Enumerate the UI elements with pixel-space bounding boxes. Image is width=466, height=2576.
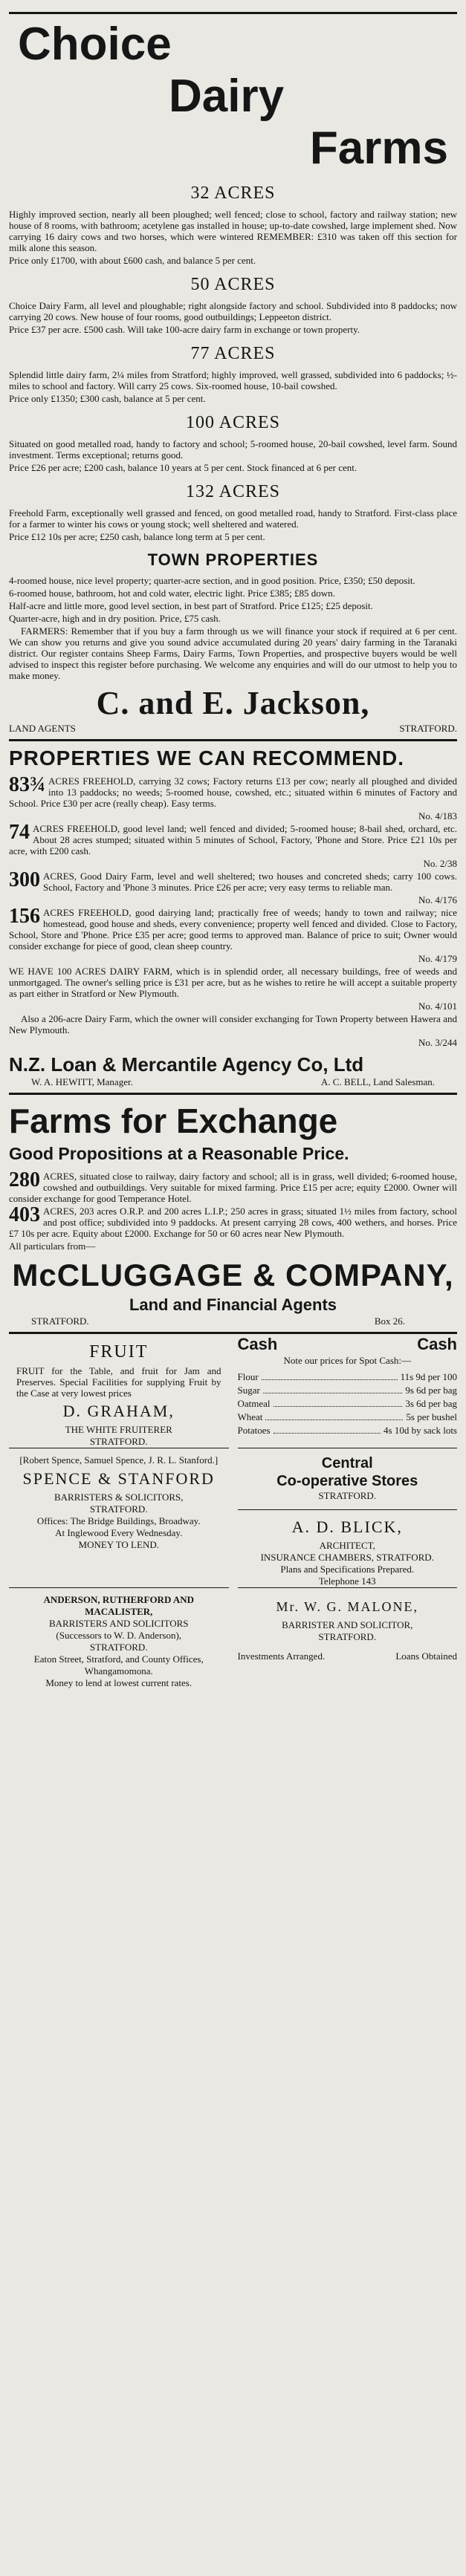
- cash-price-list: [238, 1371, 458, 1437]
- mccluggage-town: STRATFORD.: [31, 1315, 89, 1327]
- divider: [9, 1093, 457, 1095]
- entry-ref: No. 3/244: [418, 1037, 457, 1048]
- farm-price: Price £26 per acre; £200 cash, balance 10 years at 5 per cent. Stock financed at 6 per cent.: [9, 462, 357, 473]
- malone-inv-left: Investments Arranged.: [237, 1650, 326, 1662]
- recommend-entry: [9, 1013, 457, 1048]
- town-item: 4-roomed house, nice level property; quarter-acre section, and in good position. Price, £350; £50 deposit.: [9, 575, 415, 586]
- price-value: 11s 9d per 100: [400, 1371, 457, 1382]
- fruit-shop: THE WHITE FRUITERER: [65, 1424, 172, 1435]
- nz-salesman: A. C. BELL, Land Salesman.: [320, 1076, 435, 1087]
- blick-phone: Telephone 143: [318, 1575, 376, 1587]
- cash-right: Cash: [417, 1335, 457, 1353]
- entry-text: ACRES FREEHOLD, carrying 32 cows; Factory returns £13 per cow; nearly all ploughed and divided into 13 paddocks; no weeds; 5-roomed house, cowshed, etc.; situated within 6 minutes of Factory and School. Price £30 per acre (really cheap). Easy terms.: [9, 775, 457, 809]
- exchange-title: Farms for Exchange: [9, 1102, 338, 1140]
- entry-number: 156: [9, 905, 40, 928]
- price-value: 9s 6d per bag: [405, 1385, 457, 1396]
- recommend-entry: [9, 868, 457, 905]
- fruit-title: FRUIT: [89, 1342, 149, 1362]
- price-label: Wheat: [237, 1411, 263, 1422]
- town-item: Half-acre and little more, good level section, in best part of Stratford. Price £125; £25 deposit.: [9, 600, 373, 611]
- entry-ref: No. 4/179: [418, 953, 457, 964]
- exchange-particulars: All particulars from—: [9, 1240, 96, 1252]
- entry-number: WE: [9, 966, 25, 977]
- jackson-footer: [9, 723, 457, 735]
- divider: [9, 739, 457, 741]
- blick-role: ARCHITECT,: [319, 1540, 375, 1551]
- jackson-town: STRATFORD.: [399, 723, 457, 734]
- entry-text: Also a 206-acre Dairy Farm, which the owner will consider exchanging for Town Property between Hawera and New Plymouth.: [9, 1013, 457, 1035]
- farm-listing-132: [9, 481, 457, 542]
- entry-text: ACRES, situated close to railway, dairy factory and school; all is in grass, well divided; 6-roomed house, cowshed and outbuildings. Very suitable for mixed farming. Price £15 per acre; equity £2000. Owner will consider exchange for good Temperance Hotel.: [9, 1171, 457, 1204]
- price-value: 5s per bushel: [406, 1411, 457, 1422]
- exchange-entry: [9, 1203, 457, 1239]
- spence-money: MONEY TO LEND.: [78, 1539, 159, 1550]
- price-row: [238, 1398, 458, 1410]
- malone-town: STRATFORD.: [318, 1631, 377, 1642]
- price-label: Potatoes: [237, 1425, 271, 1436]
- price-value: 3s 6d per bag: [405, 1398, 457, 1409]
- blick-plans: Plans and Specifications Prepared.: [280, 1564, 415, 1575]
- spence-inglewood: At Inglewood Every Wednesday.: [55, 1527, 183, 1538]
- small-ads: [9, 1335, 457, 1689]
- recommend-title: PROPERTIES WE CAN RECOMMEND.: [9, 747, 405, 770]
- header-dairy: Dairy: [169, 71, 285, 122]
- mccluggage-sub: Land and Financial Agents: [129, 1295, 337, 1314]
- entry-number: 300: [9, 868, 40, 891]
- entry-text: HAVE 100 ACRES DAIRY FARM, which is in splendid order, all necessary buildings, free of weeds and unmortgaged. The owner's selling price is £31 per acre, but as he wishes to retire he will accept a suitable property as part either in Stratford or New Plymouth.: [9, 966, 458, 999]
- farm-desc: Splendid little dairy farm, 2¼ miles from Stratford; highly improved, well grassed, subdivided into 6 paddocks; ½-miles to school and factory. Will carry 25 cows. Six-roomed house, 10-bail cowshed.: [9, 369, 457, 391]
- header-farms: Farms: [309, 123, 448, 174]
- farm-acres: 50 ACRES: [190, 275, 276, 294]
- price-label: Flour: [237, 1371, 259, 1382]
- nz-manager: W. A. HEWITT, Manager.: [31, 1076, 133, 1087]
- price-label: Sugar: [237, 1385, 260, 1396]
- jackson-name: C. and E. Jackson,: [96, 685, 370, 721]
- town-properties-title: TOWN PROPERTIES: [147, 550, 319, 569]
- farm-acres: 32 ACRES: [190, 183, 276, 203]
- farmers-note: FARMERS: Remember that if you buy a farm through us we will finance your stock if required at 6 per cent. We can show you returns and give you sound advice accumulated during 20 years' dairy farming in the Taranaki district. Our register contains Sheep Farms, Dairy Farms, Town Properties, and prospective buyers would be well advised to inspect this register before purchasing. We welcome any enquiries and will do our utmost to help you to make money.: [9, 625, 457, 681]
- farm-acres: 100 ACRES: [185, 413, 281, 432]
- exchange-subtitle: Good Propositions at a Reasonable Price.: [9, 1144, 349, 1163]
- central-line1: Central: [321, 1455, 373, 1471]
- entry-ref: No. 4/176: [418, 894, 457, 905]
- cash-ad: [237, 1335, 458, 1448]
- entry-ref: No. 4/183: [418, 810, 457, 822]
- price-row: [238, 1385, 458, 1396]
- mccluggage-name: McCLUGGAGE & COMPANY,: [12, 1258, 454, 1292]
- blick-name: A. D. BLICK,: [291, 1518, 403, 1536]
- farm-price: Price £12 10s per acre; £250 cash, balance long term at 5 per cent.: [9, 531, 265, 542]
- entry-text: ACRES, Good Dairy Farm, level and well sheltered; two houses and concreted sheds; carry 100 cows. School, Factory and 'Phone 3 minutes. Price £26 per acre; very easy terms to reliable man.: [43, 871, 457, 893]
- fruit-ad: [9, 1339, 229, 1448]
- fruit-name: D. GRAHAM,: [62, 1402, 175, 1420]
- entry-number: 74: [9, 821, 30, 844]
- malone-inv-right: Loans Obtained: [395, 1650, 457, 1662]
- anderson-name: ANDERSON, RUTHERFORD AND MACALISTER,: [43, 1594, 195, 1617]
- top-rule: [9, 12, 457, 14]
- entry-number: 280: [9, 1168, 40, 1191]
- malone-footer: [238, 1650, 458, 1662]
- town-item: Quarter-acre, high and in dry position. Price, £75 cash.: [9, 613, 221, 624]
- spence-offices: Offices: The Bridge Buildings, Broadway.: [36, 1515, 201, 1526]
- farm-listing-50: [9, 273, 457, 335]
- anderson-money: Money to lend at lowest current rates.: [45, 1677, 192, 1688]
- town-item: 6-roomed house, bathroom, hot and cold water, electric light. Price £385; £85 down.: [9, 588, 335, 599]
- entry-number: 83¾: [9, 773, 45, 796]
- mccluggage-footer: [9, 1315, 457, 1327]
- farm-desc: Situated on good metalled road, handy to factory and school; 5-roomed house, 20-bail cowshed, level farm. Sound investment. Terms exceptional; returns good.: [9, 438, 457, 461]
- malone-ad: [238, 1587, 458, 1689]
- farm-desc: Highly improved section, nearly all been ploughed; well fenced; close to school, factory and railway station; new house of 8 rooms, with bathroom; acetylene gas installed in house; up-to-date cowshed, large implement shed. Now carrying 16 dairy cows and two horses, which were wintered REMEMBER: £310 was taken off this section for milk alone this season.: [9, 209, 457, 253]
- price-label: Oatmeal: [237, 1398, 271, 1409]
- farm-listing-100: [9, 412, 457, 473]
- anderson-succ: (Successors to W. D. Anderson),: [56, 1630, 182, 1641]
- farm-listing-32: [9, 182, 457, 266]
- cash-left: Cash: [237, 1335, 278, 1353]
- anderson-town: STRATFORD.: [89, 1642, 148, 1653]
- recommend-entry: [9, 966, 457, 1012]
- recommend-entry: [9, 907, 457, 964]
- blick-office: INSURANCE CHAMBERS, STRATFORD.: [260, 1552, 434, 1563]
- jackson-role: LAND AGENTS: [9, 723, 76, 734]
- spence-firm: SPENCE & STANFORD: [22, 1469, 215, 1488]
- divider: [9, 1332, 457, 1334]
- price-row: [238, 1425, 458, 1437]
- fruit-text: FRUIT for the Table, and fruit for Jam and Preserves. Special Facilities for supplying Fruit by the Case at very lowest prices: [16, 1365, 221, 1399]
- spence-town: STRATFORD.: [89, 1503, 148, 1515]
- entry-text: ACRES, 203 acres O.R.P. and 200 acres L.I.P.; 250 acres in grass; situated 1½ miles from factory, school and post office; subdivided into 9 paddocks. At present carrying 28 cows, 400 wethers, and horses. Price £7 10s per acre. Equity about £2000. Exchange for 50 or 60 acres near New Plymouth.: [9, 1206, 457, 1239]
- header-choice: Choice: [18, 19, 172, 70]
- cash-header: [237, 1335, 458, 1353]
- entry-ref: No. 4/101: [418, 1001, 457, 1012]
- divider: [238, 1509, 458, 1510]
- spence-role: BARRISTERS & SOLICITORS,: [54, 1492, 184, 1503]
- entry-text: ACRES FREEHOLD, good dairying land; practically free of weeds; handy to town and railway; nice homestead, good house and sheds, every convenience; property well fenced and divided. Close to Factory, School, Store and 'Phone. Price £35 per acre; good terms to approved man. Balance of price to suit; Owner would consider exchange for piece of good, clean sheep country.: [9, 907, 457, 952]
- farm-acres: 132 ACRES: [185, 482, 281, 501]
- entry-number: 403: [9, 1203, 40, 1226]
- farm-desc: Choice Dairy Farm, all level and ploughable; right alongside factory and school. Subdivided into 8 paddocks; now carrying 20 cows. New house of four rooms, good outbuildings; Leppeeton district.: [9, 300, 457, 322]
- recommend-entry: [9, 775, 457, 822]
- anderson-ad: [9, 1587, 229, 1689]
- nz-staff: [9, 1076, 457, 1088]
- farm-price: Price only £1350; £300 cash, balance at 5 per cent.: [9, 393, 206, 404]
- farm-desc: Freehold Farm, exceptionally well grassed and fenced, on good metalled road, handy to Stratford. First-class place for a farmer to winter his cows or young stock; well sheltered and watered.: [9, 507, 457, 530]
- farm-price: Price only £1700, with about £600 cash, and balance 5 per cent.: [9, 255, 256, 266]
- central-stores-ad: [238, 1448, 458, 1587]
- price-value: 4s 10d by sack lots: [384, 1425, 457, 1436]
- cash-intro: Note our prices for Spot Cash:—: [283, 1355, 411, 1366]
- anderson-role: BARRISTERS AND SOLICITORS: [48, 1618, 189, 1629]
- farm-price: Price £37 per acre. £500 cash. Will take 100-acre dairy farm in exchange or town property.: [9, 324, 360, 335]
- entry-text: ACRES FREEHOLD, good level land; well fenced and divided; 5-roomed house; 8-bail shed, orchard, etc. About 28 acres stumped; situated within 5 minutes of School, Factory, 'Phone and Store. Price £21 10s per acre, with £200 cash.: [9, 823, 457, 856]
- mccluggage-box: Box 26.: [374, 1315, 405, 1327]
- fruit-town: STRATFORD.: [89, 1436, 148, 1447]
- nz-loan-name: N.Z. Loan & Mercantile Agency Co, Ltd: [9, 1053, 364, 1076]
- price-row: [238, 1371, 458, 1383]
- farm-listing-77: [9, 342, 457, 404]
- entry-ref: No. 2/38: [423, 858, 457, 869]
- central-line2: Co-operative Stores: [276, 1473, 418, 1489]
- farm-acres: 77 ACRES: [190, 344, 276, 363]
- spence-names: [Robert Spence, Samuel Spence, J. R. L. Stanford.]: [19, 1454, 219, 1466]
- exchange-entry: [9, 1168, 457, 1204]
- malone-name: Mr. W. G. MALONE,: [276, 1599, 418, 1614]
- recommend-entry: [9, 823, 457, 869]
- spence-ad: [9, 1448, 229, 1587]
- malone-role: BARRISTER AND SOLICITOR,: [282, 1619, 413, 1630]
- anderson-offices: Eaton Street, Stratford, and County Offices, Whangamomona.: [33, 1653, 204, 1676]
- price-row: [238, 1411, 458, 1423]
- central-town: STRATFORD.: [318, 1490, 377, 1501]
